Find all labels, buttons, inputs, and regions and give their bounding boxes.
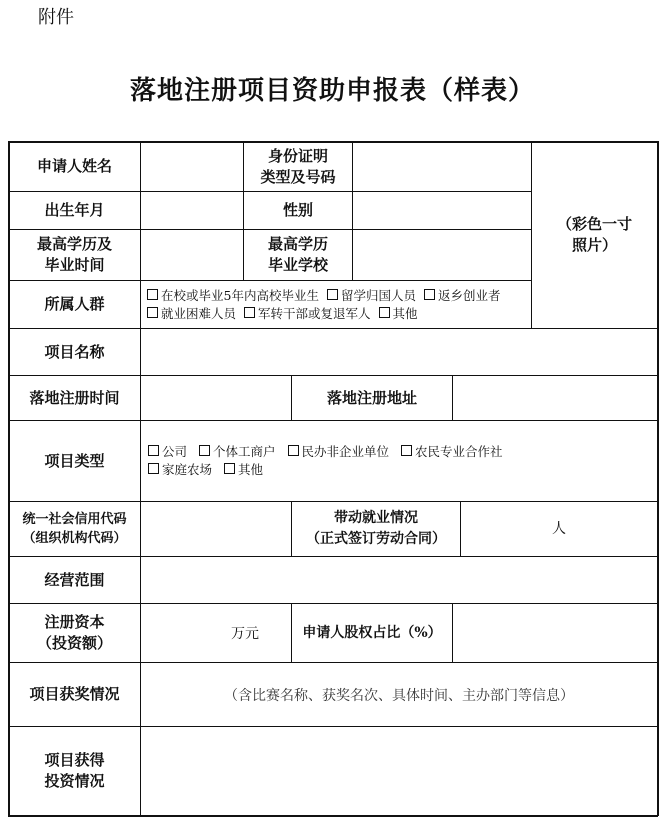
registration-time-field[interactable] [141,376,291,420]
capital-field[interactable] [141,604,291,662]
applicant-name-field[interactable] [141,142,243,191]
group-option[interactable]: 就业困难人员 [147,305,236,323]
education-time-field[interactable] [141,230,243,280]
checkbox[interactable] [379,307,390,318]
checkbox[interactable] [147,289,158,300]
checkbox[interactable] [288,445,299,456]
registration-address-field[interactable] [453,376,657,420]
education-time-label: 最高学历及 毕业时间 [36,235,112,274]
group-option[interactable]: 留学归国人员 [327,287,416,305]
project-type-options [141,421,657,501]
group-option[interactable]: 其他 [379,305,418,323]
id-type-label: 身份证明 类型及号码 [260,146,336,186]
registration-time-label: 落地注册时间 [29,388,120,407]
group-option[interactable]: 在校或毕业5年内高校毕业生 [147,287,319,305]
attachment-label: 附件 [38,7,74,28]
type-option[interactable]: 其他 [224,462,263,477]
checkbox[interactable] [244,307,255,318]
education-school-field[interactable] [353,230,531,280]
equity-field[interactable] [453,604,657,662]
checkbox[interactable] [147,307,158,318]
type-option[interactable]: 公司 [148,444,187,459]
birth-field[interactable] [141,192,243,229]
table-bottom-border [8,815,658,817]
checkbox[interactable] [224,463,235,474]
group-label: 所属人群 [44,295,105,313]
investment-label: 项目获得 投资情况 [44,751,105,790]
awards-field[interactable] [141,663,657,726]
type-option[interactable]: 家庭农场 [148,462,212,477]
project-name-field[interactable] [141,329,657,375]
checkbox[interactable] [199,445,210,456]
checkbox[interactable] [401,445,412,456]
id-number-field[interactable] [353,142,531,191]
table-right-border [657,141,659,816]
photo-placeholder[interactable]: （彩色一寸 照片） [556,215,632,254]
credit-code-field[interactable] [141,502,291,556]
page-title: 落地注册项目资助申报表（样表） [129,76,535,106]
checkbox[interactable] [327,289,338,300]
capital-unit: 万元 [231,626,259,642]
employment-unit: 人 [552,521,566,537]
credit-code-label: 统一社会信用代码 （组织机构代码） [22,512,127,546]
investment-field[interactable] [141,727,657,815]
employment-label: 带动就业情况 （正式签订劳动合同） [306,510,446,547]
type-option[interactable]: 个体工商户 [199,444,276,459]
awards-hint: （含比赛名称、获奖名次、具体时间、主办部门等信息） [224,687,574,704]
checkbox[interactable] [148,463,159,474]
education-school-label: 最高学历 毕业学校 [267,235,328,274]
business-scope-label: 经营范围 [44,570,105,589]
business-scope-field[interactable] [141,557,657,603]
gender-label: 性别 [282,201,313,219]
group-options [141,281,531,328]
employment-field[interactable] [461,502,657,556]
project-name-label: 项目名称 [44,342,105,361]
checkbox[interactable] [148,445,159,456]
capital-label: 注册资本 （投资额） [36,613,112,652]
type-option[interactable]: 农民专业合作社 [401,444,503,459]
awards-label: 项目获奖情况 [29,685,120,703]
checkbox[interactable] [424,289,435,300]
gender-field[interactable] [353,192,531,229]
registration-address-label: 落地注册地址 [326,388,417,407]
applicant-name-label: 申请人姓名 [36,157,112,175]
group-option[interactable]: 返乡创业者 [424,287,501,305]
equity-label: 申请人股权占比（%） [302,624,442,641]
group-option[interactable]: 军转干部或复退军人 [244,305,371,323]
type-option[interactable]: 民办非企业单位 [288,444,390,459]
project-type-label: 项目类型 [44,451,105,470]
birth-label: 出生年月 [44,201,105,219]
